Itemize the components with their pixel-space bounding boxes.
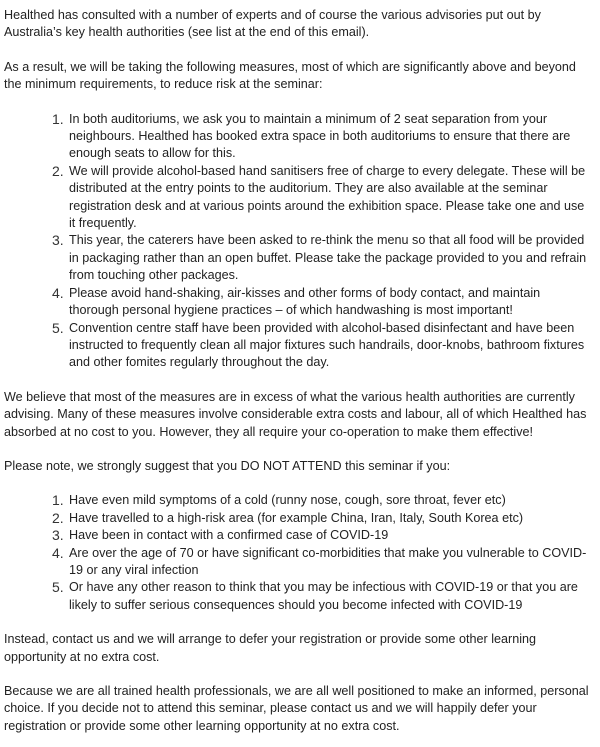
conditions-list bbox=[4, 492, 590, 614]
list-number: 2. bbox=[52, 162, 64, 179]
list-item bbox=[4, 579, 590, 614]
list-number: 2. bbox=[52, 509, 64, 526]
list-item-text: Convention centre staff have been provided with alcohol-based disinfectant and have been instructed to frequently clean all major fixtures such handrails, door-knobs, bathroom fixtures and other fomites regularly throughout the day. bbox=[69, 320, 585, 370]
closing-paragraph-2: Because we are all trained health professionals, we are all well positioned to make an informed, personal choice. If you decide not to attend this seminar, please contact us and we will happily defer your registration or provide some other learning opportunity at no extra cost. bbox=[4, 684, 589, 733]
list-item-text: Are over the age of 70 or have significant co-morbidities that make you vulnerable to COVID-19 or any viral infection bbox=[69, 545, 587, 577]
list-item-text: Please avoid hand-shaking, air-kisses and other forms of body contact, and maintain thorough personal hygiene practices – of which handwashing is most important! bbox=[69, 285, 541, 318]
measures-list bbox=[4, 111, 590, 372]
list-item-text: Have travelled to a high-risk area (for example China, Iran, Italy, South Korea etc) bbox=[69, 510, 524, 525]
list-item bbox=[4, 163, 590, 233]
intro-paragraph-1: Healthed has consulted with a number of experts and of course the various advisories put out by Australia’s key health authorities (see list at the end of this email). bbox=[4, 8, 541, 40]
list-item-text: Have been in contact with a confirmed case of COVID-19 bbox=[69, 528, 389, 543]
list-item bbox=[4, 545, 590, 580]
list-item bbox=[4, 320, 590, 372]
list-number: 1. bbox=[52, 492, 64, 509]
list-item-text: Or have any other reason to think that you may be infectious with COVID-19 or that you are likely to suffer serious consequences should you become infected with COVID-19 bbox=[69, 580, 578, 612]
list-item bbox=[4, 232, 590, 284]
list-number: 1. bbox=[52, 110, 64, 127]
list-number: 3. bbox=[52, 232, 64, 249]
middle-paragraph-2: Please note, we strongly suggest that you DO NOT ATTEND this seminar if you: bbox=[4, 458, 451, 473]
list-number: 4. bbox=[52, 284, 64, 301]
list-item-text: In both auditoriums, we ask you to maintain a minimum of 2 seat separation from your neighbours. Healthed has booked extra space in both auditoriums to ensure that there are enough seats to allow for this. bbox=[69, 111, 571, 161]
list-item-text: This year, the caterers have been asked to re-think the menu so that all food will be provided in packaging rather than an open buffet. Please take the package provided to you and refrain from touching other packages. bbox=[69, 233, 587, 283]
list-item bbox=[4, 111, 590, 163]
list-item bbox=[4, 510, 590, 527]
middle-paragraph-1: We believe that most of the measures are in excess of what the various health authorities are currently advising. Many of these measures involve considerable extra costs and labour, all of which Healthed has absorbed at no cost to you. However, they all require your co-operation to make them effective! bbox=[4, 389, 587, 439]
list-number: 5. bbox=[52, 579, 64, 596]
list-item bbox=[4, 492, 590, 509]
list-number: 3. bbox=[52, 527, 64, 544]
list-item bbox=[4, 285, 590, 320]
list-item-text: We will provide alcohol-based hand sanitisers free of charge to every delegate. These will be distributed at the entry points to the auditorium. They are also available at the seminar registration desk and at various points around the exhibition space. Please take one and use it frequently. bbox=[69, 163, 586, 231]
list-number: 5. bbox=[52, 319, 64, 336]
list-item-text: Have even mild symptoms of a cold (runny nose, cough, sore throat, fever etc) bbox=[69, 493, 506, 508]
closing-paragraph-1: Instead, contact us and we will arrange to defer your registration or provide some other learning opportunity at no extra cost. bbox=[4, 632, 537, 664]
list-number: 4. bbox=[52, 544, 64, 561]
intro-paragraph-2: As a result, we will be taking the following measures, most of which are significantly above and beyond the minimum requirements, to reduce risk at the seminar: bbox=[4, 59, 576, 92]
list-item bbox=[4, 527, 590, 544]
